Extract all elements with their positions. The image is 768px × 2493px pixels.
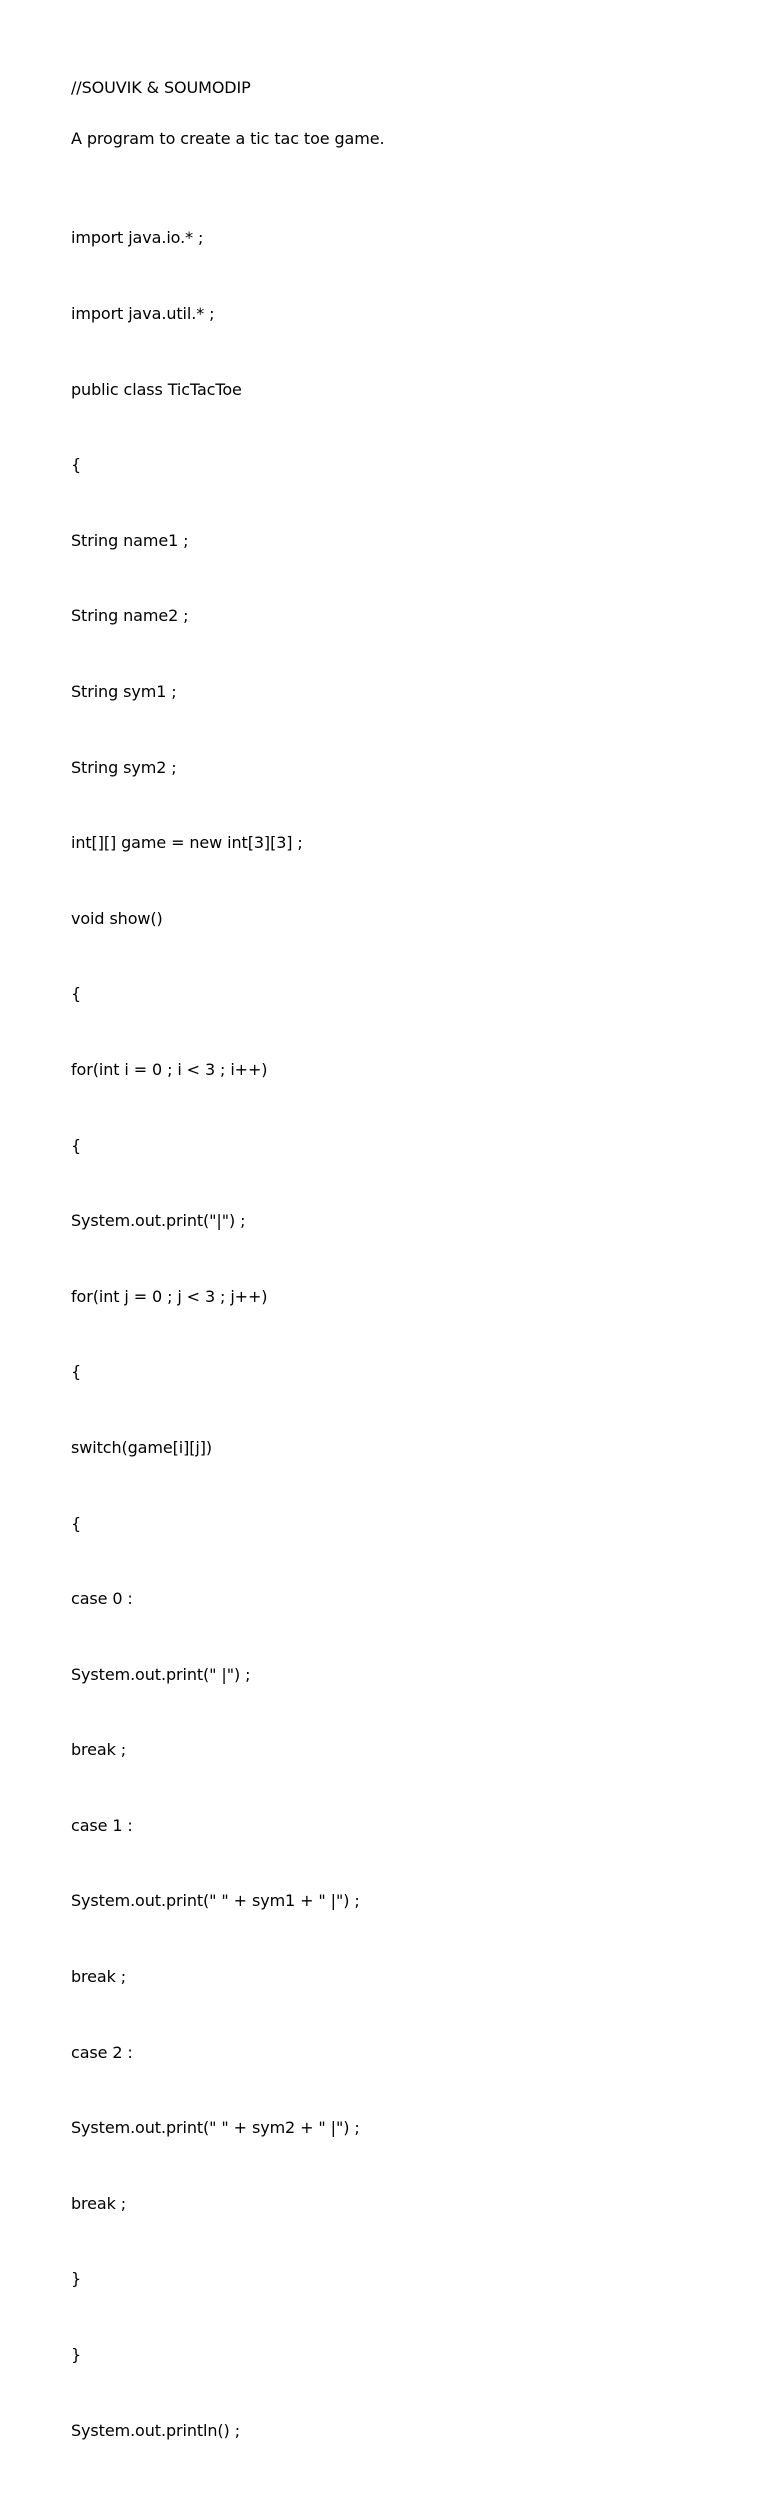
code-line-8: String sym2 ;: [71, 757, 177, 777]
code-line-24: break ;: [71, 1967, 127, 1987]
code-line-7: String sym1 ;: [71, 681, 177, 701]
code-line-19: case 0 :: [71, 1589, 133, 1609]
code-line-1: import java.io.* ;: [71, 228, 204, 248]
code-line-21: break ;: [71, 1740, 127, 1760]
code-line-4: {: [71, 455, 82, 475]
code-line-12: for(int i = 0 ; i < 3 ; i++): [71, 1059, 268, 1079]
code-line-15: for(int j = 0 ; j < 3 ; j++): [71, 1286, 268, 1306]
code-line-20: System.out.print(" |") ;: [71, 1664, 251, 1684]
code-line-23: System.out.print(" " + sym1 + " |") ;: [71, 1891, 360, 1911]
code-line-22: case 1 :: [71, 1815, 133, 1835]
code-line-28: }: [71, 2269, 82, 2289]
code-line-11: {: [71, 984, 82, 1004]
code-line-3: public class TicTacToe: [71, 379, 242, 399]
program-description: A program to create a tic tac toe game.: [71, 129, 385, 148]
code-line-13: {: [71, 1135, 82, 1155]
code-line-6: String name2 ;: [71, 606, 189, 626]
code-block: [71, 175, 360, 2493]
code-line-10: void show(): [71, 908, 163, 928]
author-comment: //SOUVIK & SOUMODIP: [71, 78, 251, 97]
code-line-25: case 2 :: [71, 2042, 133, 2062]
code-line-9: int[][] game = new int[3][3] ;: [71, 833, 303, 853]
code-line-27: break ;: [71, 2193, 127, 2213]
code-line-14: System.out.print("|") ;: [71, 1211, 246, 1231]
code-line-26: System.out.print(" " + sym2 + " |") ;: [71, 2118, 360, 2138]
code-line-5: String name1 ;: [71, 530, 189, 550]
code-line-2: import java.util.* ;: [71, 304, 215, 323]
code-line-16: {: [71, 1362, 82, 1382]
code-line-29: }: [71, 2345, 82, 2365]
code-line-30: System.out.println() ;: [71, 2420, 240, 2440]
code-line-17: switch(game[i][j]): [71, 1437, 213, 1457]
code-line-18: {: [71, 1513, 82, 1533]
